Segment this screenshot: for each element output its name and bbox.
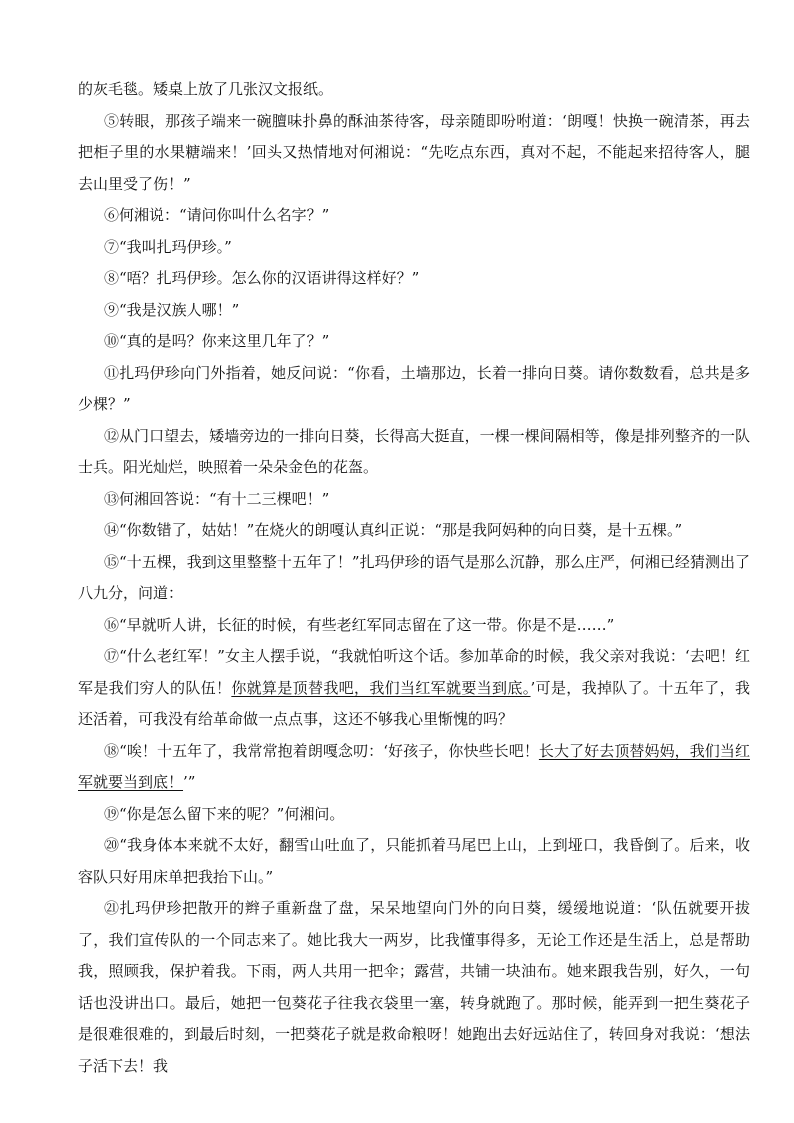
text-segment: ⑬何湘回答说：“有十二三棵吧！” xyxy=(104,489,330,508)
text-segment: ⑨“我是汉族人哪！” xyxy=(104,300,240,319)
text-segment: ⑧“唔？扎玛伊珍。怎么你的汉语讲得这样好？” xyxy=(104,269,420,287)
paragraph-15 xyxy=(78,547,750,610)
text-segment: ⑲“你是怎么留下来的呢？”何湘问。 xyxy=(104,804,345,823)
text-segment: ⑱“唉！十五年了，我常常抱着朗嘎念叨：‘好孩子，你快些长吧！ xyxy=(104,741,539,760)
paragraph-19 xyxy=(78,799,750,831)
paragraph-14 xyxy=(78,515,750,547)
text-segment: ⑩“真的是吗？你来这里几年了？” xyxy=(104,332,330,350)
paragraph-9 xyxy=(78,295,750,327)
text-segment: ⑪扎玛伊珍向门外指着，她反问说：“你看，土墙那边，长着一排向日葵。请你数数看，总共是多少棵？” xyxy=(78,363,750,413)
paragraph-10 xyxy=(78,326,750,358)
paragraph-20 xyxy=(78,830,750,893)
paragraph-6 xyxy=(78,200,750,232)
text-segment: ⑫从门口望去，矮墙旁边的一排向日葵，长得高大挺直，一棵一棵间隔相等，像是排列整齐的一队士兵。阳光灿烂，映照着一朵朵金色的花盔。 xyxy=(78,426,750,476)
text-segment: ’可是，我掉队了。十五年了，我还活着，可我没有给革命做一点点事，这还不够我心里惭愧的吗？ xyxy=(78,678,750,728)
underlined-sentence: 长大了好去顶替妈妈，我们当红军就要当到底！ xyxy=(78,741,750,791)
text-segment: ⑯“早就听人讲，长征的时候，有些老红军同志留在了这一带。你是不是……” xyxy=(104,615,615,634)
story-text xyxy=(78,74,750,1082)
text-segment: ⑰“什么老红军！”女主人摆手说，“我就怕听这个话。参加革命的时候，我父亲对我说：‘去吧！红军是我们穷人的队伍！ xyxy=(78,647,750,697)
paragraph-5 xyxy=(78,106,750,201)
text-segment: ㉑扎玛伊珍把散开的辫子重新盘了盘，呆呆地望向门外的向日葵，缓缓地说道：‘队伍就要开拔了，我们宣传队的一个同志来了。她比我大一两岁，比我懂事得多，无论工作还是生活上，总是帮助我，照顾我，保护着我。下雨，两人共用一把伞；露营，共铺一块油布。她来跟我告别，好久，一句话也没讲出口。最后，她把一包葵花子往我衣袋里一塞，转身就跑了。那时候，能弄到一把生葵花子是很难很难的，到最后时刻，一把葵花子就是救命粮呀！她跑出去好远站住了，转回身对我说：‘想法子活下去！我 xyxy=(78,899,750,1075)
underlined-sentence: 你就算是顶替我吧，我们当红军就要当到底。 xyxy=(231,678,531,697)
text-segment: 的灰毛毯。矮桌上放了几张汉文报纸。 xyxy=(78,80,334,98)
paragraph-4-ending xyxy=(78,74,750,106)
text-segment: ⑦“我叫扎玛伊珍。” xyxy=(104,237,232,256)
paragraph-21 xyxy=(78,893,750,1082)
text-segment: ⑳“我身体本来就不太好，翻雪山吐血了，只能抓着马尾巴上山，上到垭口，我昏倒了。后来，收容队只好用床单把我抬下山。” xyxy=(78,836,750,886)
paragraph-11 xyxy=(78,358,750,421)
paragraph-18 xyxy=(78,736,750,799)
paragraph-13 xyxy=(78,484,750,516)
text-segment: ’” xyxy=(183,773,196,791)
paragraph-16 xyxy=(78,610,750,642)
paragraph-7 xyxy=(78,232,750,264)
paragraph-8 xyxy=(78,263,750,295)
text-segment: ⑭“你数错了，姑姑！”在烧火的朗嘎认真纠正说：“那是我阿妈种的向日葵，是十五棵。” xyxy=(104,521,683,539)
paragraph-17 xyxy=(78,641,750,736)
text-segment: ⑮“十五棵，我到这里整整十五年了！”扎玛伊珍的语气是那么沉静，那么庄严，何湘已经猜测出了八九分，问道： xyxy=(78,552,750,602)
paragraph-12 xyxy=(78,421,750,484)
text-segment: ⑥何湘说：“请问你叫什么名字？” xyxy=(104,206,330,224)
text-segment: ⑤转眼，那孩子端来一碗膻味扑鼻的酥油茶待客，母亲随即吩咐道：‘朗嘎！快换一碗清茶，再去把柜子里的水果糖端来！’回头又热情地对何湘说：“先吃点东西，真对不起，不能起来招待客人，腿去山里受了伤！” xyxy=(78,111,750,193)
